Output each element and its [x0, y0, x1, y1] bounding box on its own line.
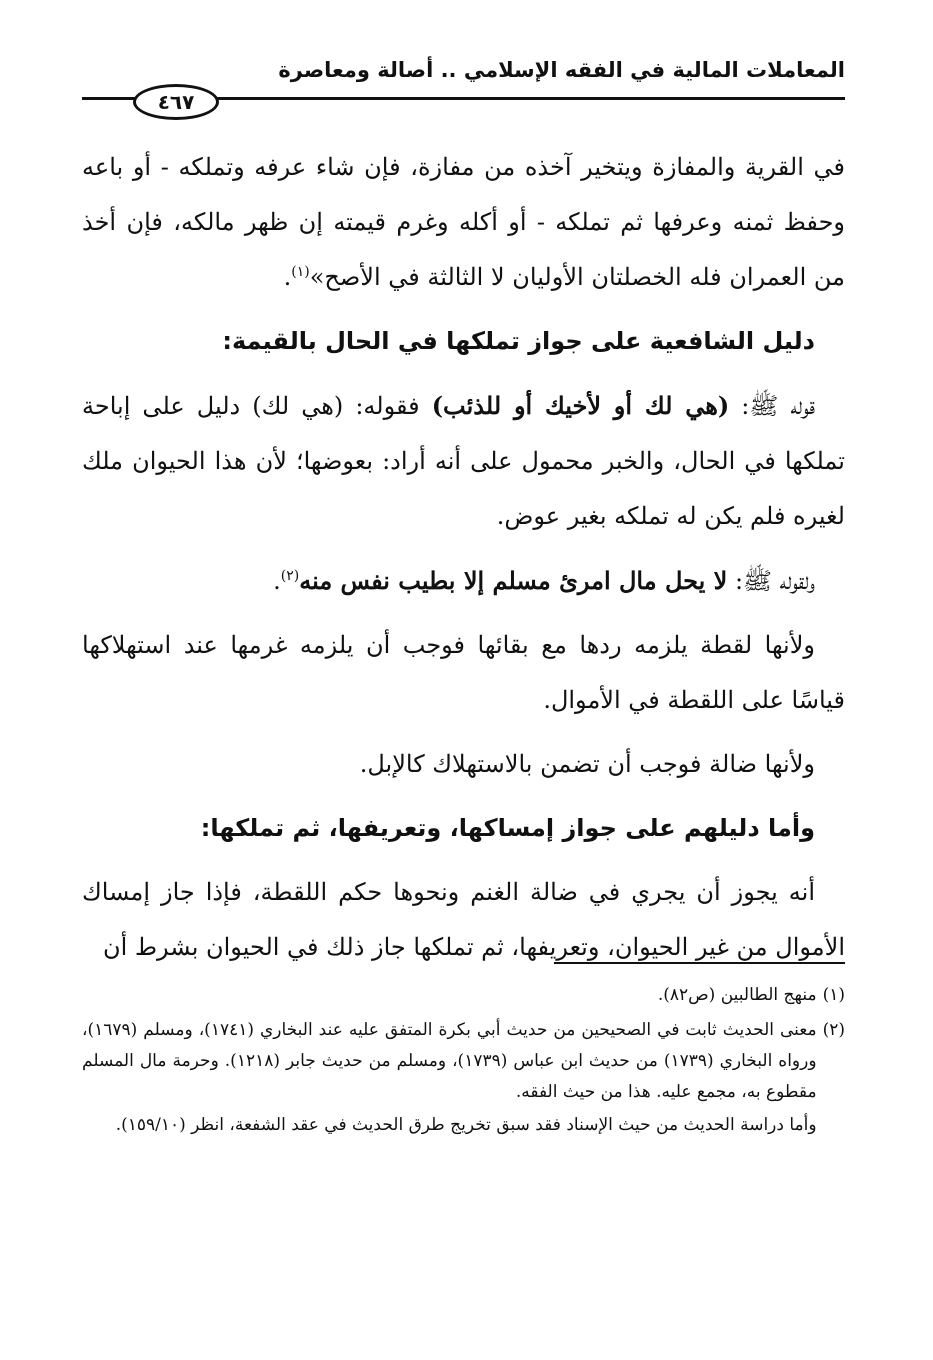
paragraph: ولأنها لقطة يلزمه ردها مع بقائها فوجب أن يلزمه غرمها عند استهلاكها قياسًا على اللقطة في الأموال. — [82, 631, 845, 714]
paragraph: أنه يجوز أن يجري في ضالة الغنم ونحوها حكم اللقطة، فإذا جاز إمساك الأموال من غير الحيوان، وتعريفها، ثم تملكها جاز ذلك في الحيوان بشرط أن — [82, 878, 845, 961]
footnote-number: (١) — [822, 985, 845, 1005]
footnote-text: منهج الطالبين (ص٨٢). — [657, 985, 817, 1005]
footnote-rule — [554, 962, 845, 964]
footnote — [82, 980, 845, 1011]
footnote-text: معنى الحديث ثابت في الصحيحين من حديث أبي بكرة المتفق عليه عند البخاري (١٧٤١)، ومسلم (١٦٧٩)، ورواه البخاري (١٧٣٩) من حديث ابن عباس (١٧٣٩)، ومسلم من حديث جابر (١٢١٨). وحرمة مال المسلم مقطوع به، مجمع عليه. هذا من حيث الفقه. — [82, 1020, 817, 1102]
footnote-ref: (١) — [291, 264, 310, 280]
running-title: المعاملات المالية في الفقه الإسلامي .. أصالة ومعاصرة — [278, 58, 845, 82]
footnotes — [82, 980, 845, 1145]
paragraph: ولقوله ﷺ: لا يحل مال امرئ مسلم إلا بطيب نفس منه$^{(٢)}$. — [273, 566, 815, 595]
page-number-badge: ٤٦٧ — [133, 84, 219, 120]
paragraph: في القرية والمفازة ويتخير آخذه من مفازة، فإن شاء عرفه وتملكه - أو باعه وحفظ ثمنه وعرفها ثم تملكه - أو أكله وغرم قيمته إن ظهر مالكه، فإن أخذ من العمران فله الخصلتان الأوليان لا الثالثة في الأصح»$^{(١)}$. — [82, 153, 845, 291]
footnote-number: (٢) — [822, 1020, 845, 1040]
main-text — [82, 140, 845, 984]
paragraph: قوله ﷺ: (هي لك أو لأخيك أو للذئب) فقوله: (هي لك) دليل على إباحة تملكها في الحال، والخبر محمول على أنه أراد: بعوضها؛ لأن هذا الحيوان ملك لغيره فلم يكن له تملكه بغير عوض. — [82, 391, 845, 530]
section-heading: وأما دليلهم على جواز إمساكها، وتعريفها، ثم تملكها: — [200, 814, 815, 842]
section-heading: دليل الشافعية على جواز تملكها في الحال بالقيمة: — [222, 327, 815, 355]
footnote-text: وأما دراسة الحديث من حيث الإسناد فقد سبق تخريج طرق الحديث في عقد الشفعة، انظر (١٥٩/١٠). — [115, 1115, 817, 1135]
footnote-ref: (٢) — [280, 568, 300, 584]
footnote — [82, 1015, 845, 1141]
paragraph: ولأنها ضالة فوجب أن تضمن بالاستهلاك كالإبل. — [359, 750, 815, 778]
hadith-quote: لا يحل مال امرئ مسلم إلا بطيب نفس منه — [299, 566, 728, 595]
hadith-quote: (هي لك أو لأخيك أو للذئب) — [431, 391, 730, 420]
